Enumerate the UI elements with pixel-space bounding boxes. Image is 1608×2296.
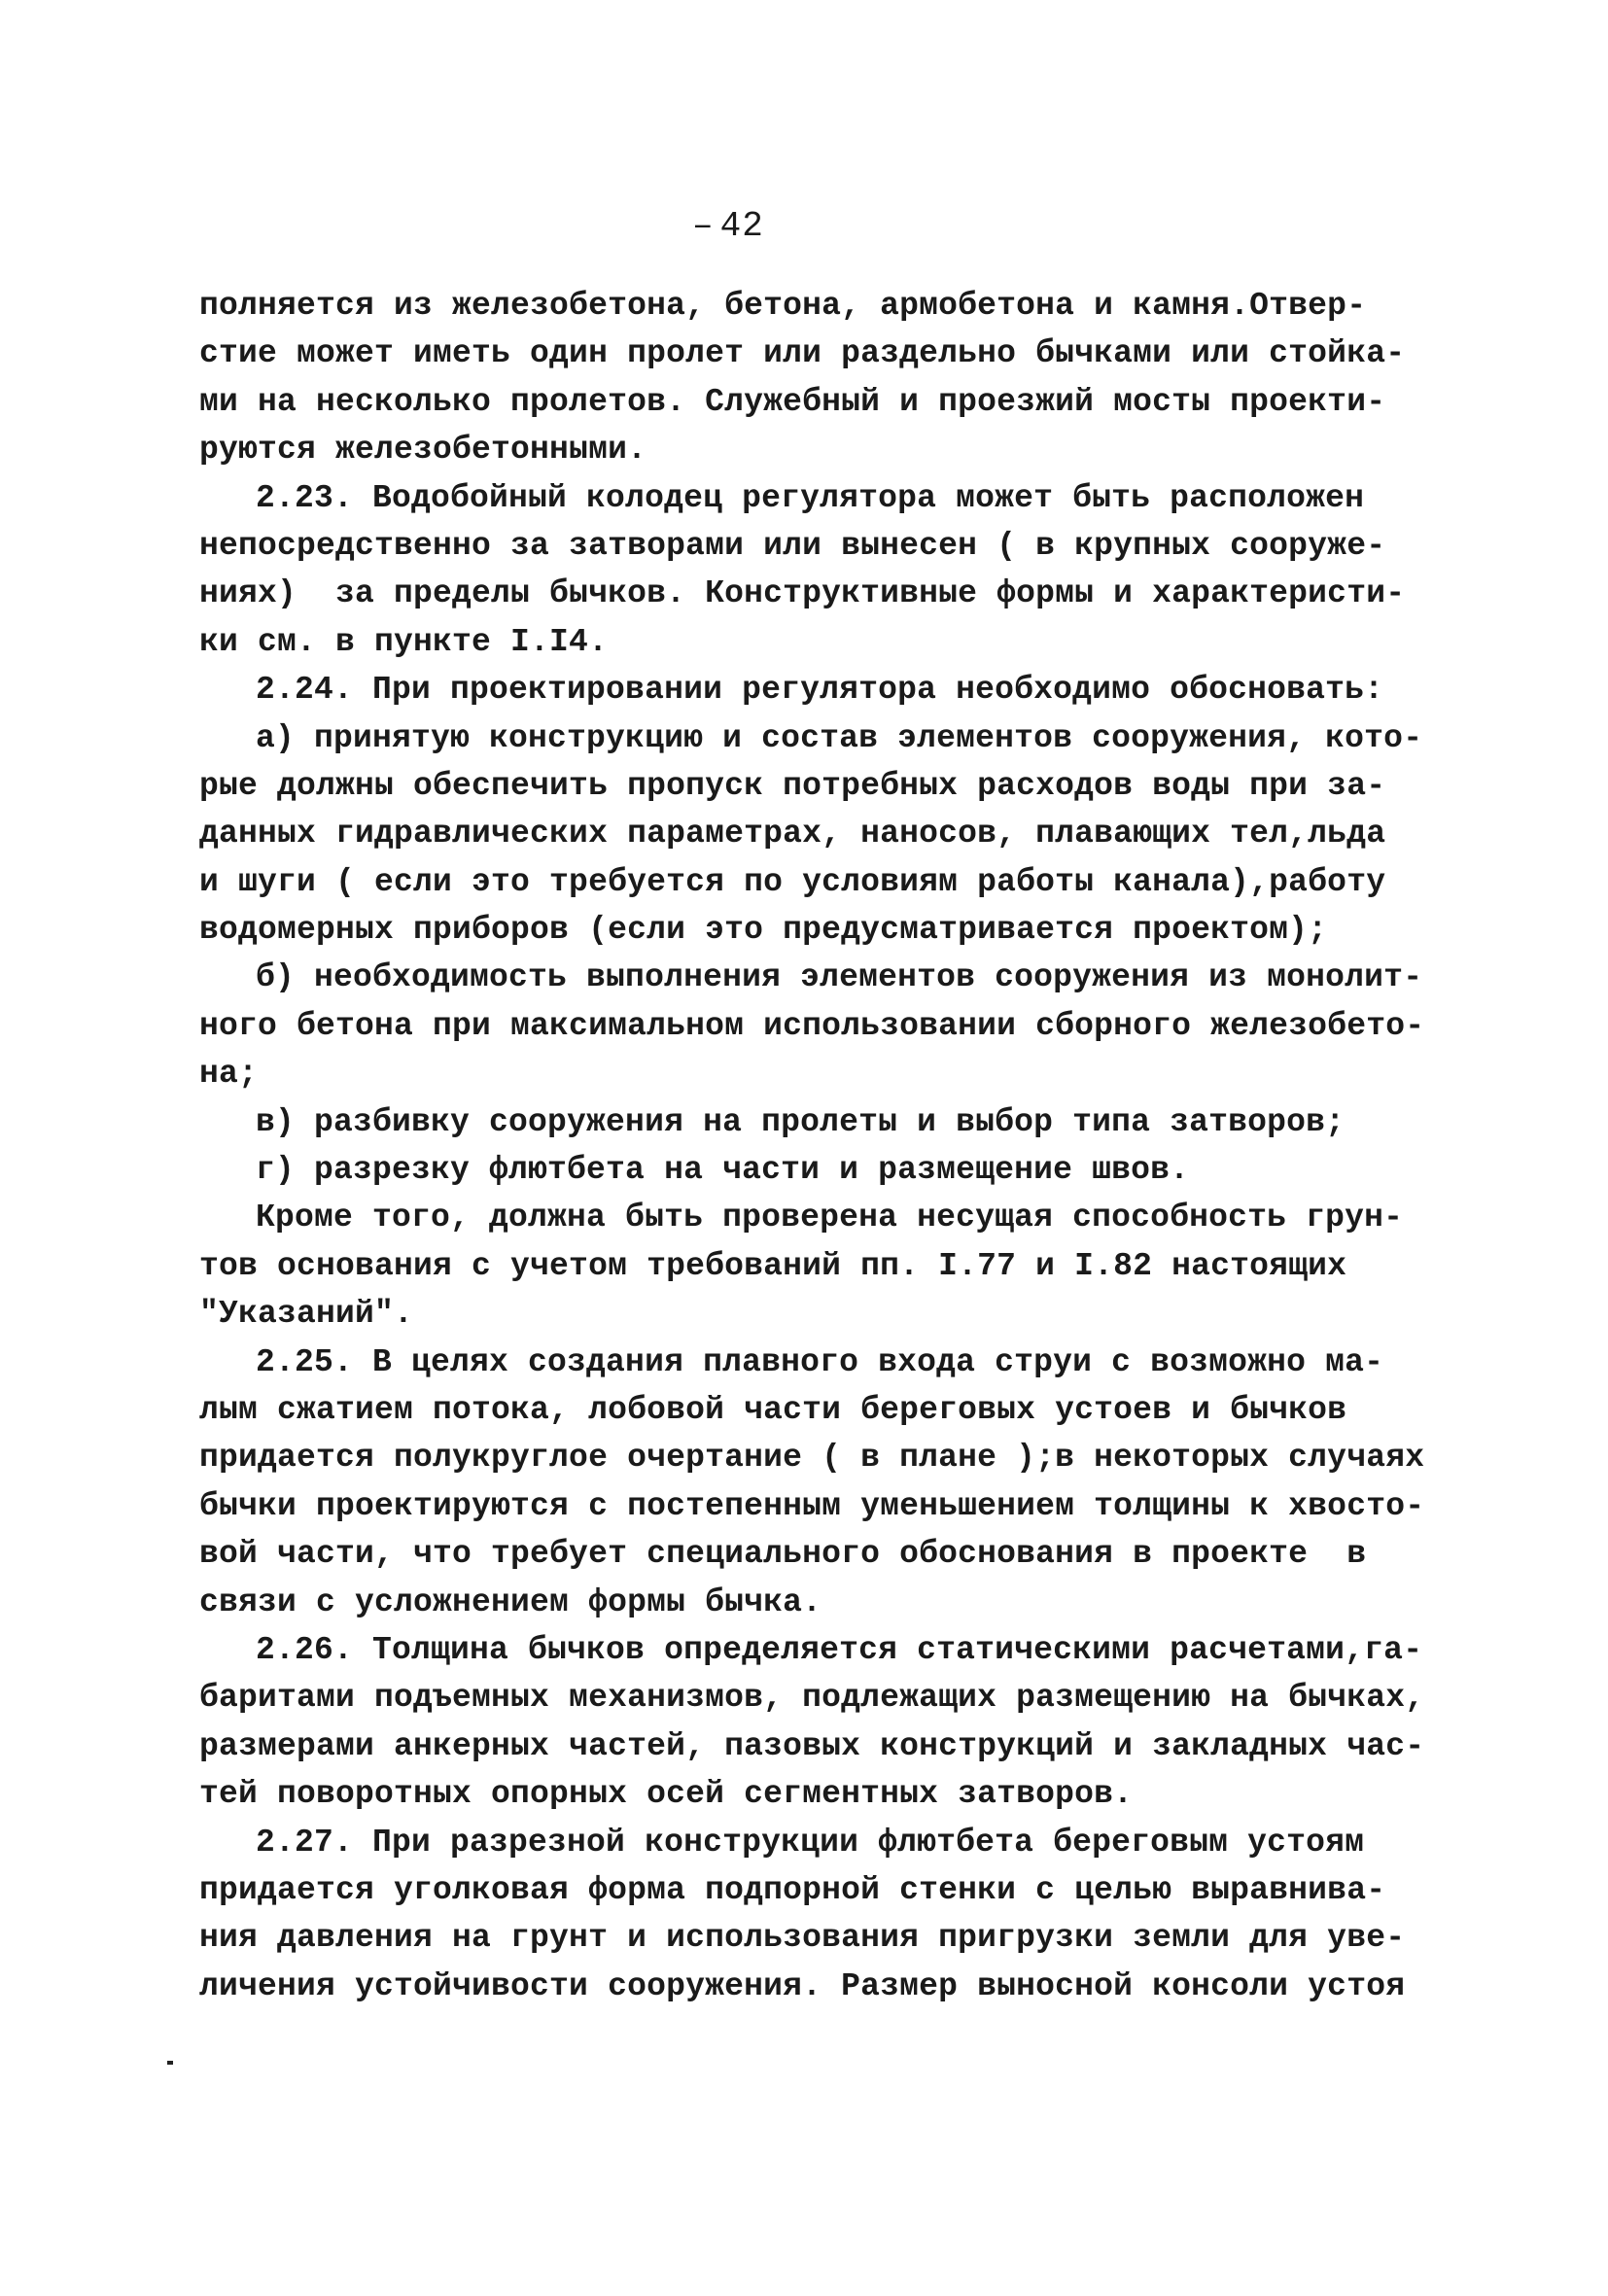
text-line: ния давления на грунт и использования пригрузки земли для уве- (199, 1920, 1406, 1957)
text-line: 2.27. При разрезной конструкции флютбета береговым устоям (256, 1824, 1365, 1861)
text-line: Кроме того, должна быть проверена несущая способность грун- (256, 1200, 1404, 1236)
page-number (692, 206, 764, 246)
text-line: стие может иметь один пролет или раздельно бычками или стойка- (199, 335, 1406, 372)
text-line: бычки проектируются с постепенным уменьшением толщины к хвосто- (199, 1487, 1425, 1524)
text-line: ного бетона при максимальном использовании сборного железобето- (199, 1007, 1425, 1044)
text-line: г) разрезку флютбета на части и размещение швов. (256, 1152, 1190, 1189)
text-line: непосредственно за затворами или вынесен ( в крупных сооруже- (199, 527, 1386, 564)
text-line: баритами подъемных механизмов, подлежащих размещению на бычках, (199, 1680, 1425, 1717)
text-line: а) принятую конструкцию и состав элементов сооружения, кото- (256, 719, 1423, 756)
text-line: ми на несколько пролетов. Служебный и проезжий мосты проекти- (199, 383, 1386, 420)
text-line: данных гидравлических параметрах, наносов, плавающих тел,льда (199, 816, 1386, 852)
text-line: вой части, что требует специального обоснования в проекте в (199, 1536, 1367, 1573)
text-line: 2.24. При проектировании регулятора необходимо обосновать: (256, 672, 1384, 709)
text-line: руются железобетонными. (199, 432, 647, 469)
text-line: водомерных приборов (если это предусматривается проектом); (199, 912, 1328, 949)
text-line: ниях) за пределы бычков. Конструктивные формы и характеристи- (199, 575, 1406, 612)
text-line: ки см. в пункте I.I4. (199, 623, 609, 660)
text-line: лым сжатием потока, лобовой части береговых устоев и бычков (199, 1391, 1347, 1428)
text-line: 2.26. Толщина бычков определяется статическими расчетами,га- (256, 1631, 1423, 1668)
text-line: размерами анкерных частей, пазовых конструкций и закладных час- (199, 1727, 1425, 1764)
text-line: б) необходимость выполнения элементов сооружения из монолит- (256, 959, 1423, 996)
text-line: связи с усложнением формы бычка. (199, 1583, 822, 1620)
body-text (199, 282, 1425, 2010)
text-line: 2.25. В целях создания плавного входа струи с возможно ма- (256, 1343, 1384, 1380)
text-line: 2.23. Водобойный колодец регулятора может быть расположен (256, 479, 1365, 516)
scan-speck (167, 2061, 173, 2065)
text-line: на; (199, 1056, 259, 1093)
text-line: личения устойчивости сооружения. Размер выносной консоли устоя (199, 1967, 1406, 2004)
text-line: придается уголковая форма подпорной стенки с целью выравнива- (199, 1871, 1386, 1908)
text-line: тов основания с учетом требований пп. I.77 и I.82 настоящих (199, 1247, 1347, 1284)
text-line: полняется из железобетона, бетона, армобетона и камня.Отвер- (199, 288, 1367, 324)
page-number-value: 42 (719, 206, 764, 246)
text-line: рые должны обеспечить пропуск потребных расходов воды при за- (199, 767, 1386, 804)
text-line: придается полукруглое очертание ( в плане );в некоторых случаях (199, 1440, 1425, 1477)
text-line: тей поворотных опорных осей сегментных затворов. (199, 1776, 1134, 1813)
text-line: и шуги ( если это требуется по условиям работы канала),работу (199, 863, 1386, 900)
text-line: "Указаний". (199, 1296, 414, 1333)
text-line: в) разбивку сооружения на пролеты и выбор типа затворов; (256, 1103, 1346, 1140)
page-number-dash: – (692, 206, 715, 246)
